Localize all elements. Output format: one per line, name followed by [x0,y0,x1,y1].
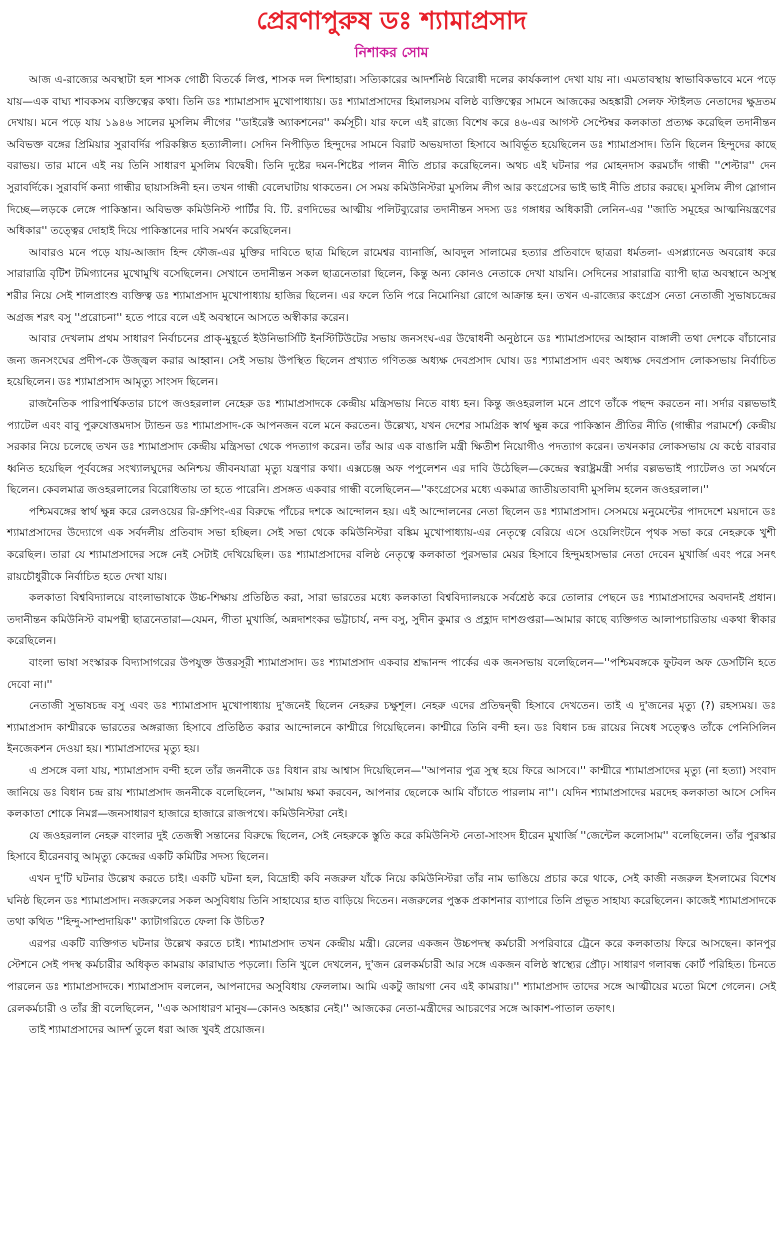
article-title: প্রেরণাপুরুষ ডঃ শ্যামাপ্রসাদ [256,6,527,35]
paragraph-5: পশ্চিমবঙ্গের স্বার্থ ক্ষুন্ন করে রেলওয়ের রি-গ্রুপিং-এর বিরুদ্ধে পাঁচের দশকে আন্দোলন হয়। এই আন্দোলনের নেতা ছিলেন ডঃ শ্যামাপ্রসাদ। সেসময়ে মনুমেন্টের পাদদেশে ময়দানে ডঃ শ্যামাপ্রসাদের উদ্যোগে এক সর্বদলীয় প্রতিবাদ সভা হচ্ছিল। সেই সভা থেকে কমিউনিস্টরা বঙ্কিম মুখোপাধ্যায়-এর নেতৃত্বে বেরিয়ে এসে ওয়েলিংটনে পৃথক সভা করে নেহরুকে খুশী করেছিল। তারা যে শ্যামাপ্রসাদের সঙ্গে নেই সেটাই দেখিয়েছিল। ডঃ শ্যামাপ্রসাদের বলিষ্ঠ নেতৃত্বে কলকাতা পুরসভার মেয়র হিসাবে হিন্দুমহাসভার নেতা দেবেন মুখার্জি এবং পরে সনৎ রায়চৌধুরীকে নির্বাচিত হতে দেখা যায়। [7,505,776,583]
paragraph-11: এখন দু'টি ঘটনার উল্লেখ করতে চাই। একটি ঘটনা হল, বিদ্রোহী কবি নজরুল যাঁকে নিয়ে কমিউনিস্টরা তাঁর নাম ভাঙিয়ে প্রচার করে থাকে, সেই কাজী নজরুল ইসলামের বিশেষ ঘনিষ্ঠ ছিলেন ডঃ শ্যামাপ্রসাদ। নজরুলের সকল অসুবিধায় তিনি সাহায্যের হাত বাড়িয়ে দিতেন। নজরুলের পুস্তক প্রকাশনার ব্যাপারে তিনি প্রভূত সাহায্য করেছিলেন। কাজেই শ্যামাপ্রসাদকে তথা কথিত ''হিন্দু-সাম্প্রদায়িক'' ক্যাটাগরিতে ফেলা কি উচিত? [7,872,776,929]
paragraph-7: বাংলা ভাষা সংস্কারক বিদ্যাসাগরের উপযুক্ত উত্তরসূরী শ্যামাপ্রসাদ। ডঃ শ্যামাপ্রসাদ একবার শ্রদ্ধানন্দ পার্কের এক জনসভায় বলেছিলেন—''পশ্চিমবঙ্গকে ফুটবল অফ ডেসটিনি হতে দেবো না।'' [7,657,776,691]
paragraph-9: এ প্রসঙ্গে বলা যায়, শ্যামাপ্রসাদ বন্দী হলে তাঁর জননীকে ডঃ বিধান রায় আশ্বাস দিয়েছিলেন—''আপনার পুত্র সুস্থ হয়ে ফিরে আসবে।'' কাশ্মীরে শ্যামাপ্রসাদের মৃত্যু (না হত্যা) সংবাদ জানিয়ে ডঃ বিধান চন্দ্র রায় শ্যামাপ্রসাদ জননীকে বলেছিলেন, ''আমায় ক্ষমা করবেন, আপনার ছেলেকে আমি বাঁচাতে পারলাম না''। যেদিন শ্যামাপ্রসাদের মরদেহ কলকাতা আসে সেদিন কলকাতা শোকে নিমগ্ন—জনসাধারণ হাজারে হাজারে রাজপথে। কমিউনিস্টরা নেই। [7,765,776,821]
paragraph-12: এরপর একটি ব্যক্তিগত ঘটনার উল্লেখ করতে চাই। শ্যামাপ্রসাদ তখন কেন্দ্রীয় মন্ত্রী। রেলের একজন উচ্চপদস্থ কর্মচারী সপরিবারে ট্রেনে করে কলকাতায় ফিরে আসছেন। কানপুর স্টেশনে সেই পদস্থ কর্মচারীর অধিকৃত কামরায় কারাঘাত পড়লো। তিনি খুলে দেখলেন, দু'জন রেলকর্মচারী আর সঙ্গে একজন বলিষ্ঠ স্বাস্থ্যের প্রৌঢ়। সাধারণ গলাবন্ধ কোর্ট পরিহিত। চিনতে পারলেন ডঃ শ্যামাপ্রসাদকে। শ্যামাপ্রসাদ বললেন, আপনাদের অসুবিধায় ফেললাম। আমি একটু জায়গা নেব এই কামরায়।'' শ্যামাপ্রসাদ তাদের সঙ্গে আত্মীয়ের মতো মিশে গেলেন। সেই রেলকর্মচারী ও তাঁর স্ত্রী বলেছিলেন, ''এক অসাধারণ মানুষ—কোনও অহঙ্কার নেই।'' আজকের নেতা-মন্ত্রীদের আচরণের সঙ্গে আকাশ-পাতাল তফাৎ। [7,937,776,1015]
paragraph-13: তাই শ্যামাপ্রসাদের আদর্শ তুলে ধরা আজ খুবই প্রয়োজন। [29,1024,265,1037]
paragraph-1: আজ এ-রাজ্যের অবস্থাটা হল শাসক গোষ্ঠী বিতর্কে লিপ্ত, শাসক দল দিশাহারা। সত্যিকারের আদর্শনিষ্ঠ বিরোধী দলের কার্যকলাপ দেখা যায় না। এমতাবস্থায় স্বাভাবিকভাবে মনে পড়ে যায়—এক বাঘ্য শাবকসম ব্যক্তিত্বের কথা। তিনি ডঃ শ্যামাপ্রসাদ মুখোপাধ্যায়। ডঃ শ্যামাপ্রসাদের হিমালয়সম বলিষ্ঠ ব্যক্তিত্বের সামনে আজকের অহঙ্কারী সেলফ স্টাইলড নেতাদের ক্ষুদ্রতম দেখায়। মনে পড়ে যায় ১৯৪৬ সালের মুসলিম লীগের ''ডাইরেক্ট অ্যাকশনের'' কর্মসূচী। যার ফলে এই রাজ্যে বিশেষ করে ৪৬-এর আগস্ট সেপ্টেম্বর কলকাতা প্রত্যক্ষ করেছিল তদানীন্তন অবিভক্ত বঙ্গের প্রিমিয়ার সুরাবর্দির পরিকল্পিত হত্যালীলা। সেদিন নিপীড়িত হিন্দুদের সামনে বিরাট অভয়দাতা হিসাবে আবির্ভূত হয়েছিলেন ডঃ শ্যামাপ্রসাদ। তিনি ছিলেন হিন্দুদের কাছে বরাভয়। তার মানে এই নয় তিনি সাধারণ মুসলিম বিদ্বেষী। তিনি দুষ্টের দমন-শিষ্টের পালন নীতি প্রচার করেছিলেন। অথচ এই ঘটনার পর মোহনদাস করমচাঁদ গান্ধী ''শেল্টার'' দেন সুরাবর্দিকে। সুরাবর্দি কন্যা গান্ধীর ছায়াসঙ্গিনী হন। তখন গান্ধী বেলেঘাটায় থাকতেন। সে সময় কমিউনিস্টরা মুসলিম লীগ আর কংগ্রেসের ভাই ভাই নীতি প্রচার করছে। মুসলিম লীগ স্লোগান দিচ্ছে—লড়কে লেঙ্গে পাকিস্তান। অবিভক্ত কমিউনিস্ট পার্টির বি. টি. রণদিভের আত্মীয় পলিটব্যুরোর তদানীন্তন সদস্য ডঃ গঙ্গাধর অধিকারী লেনিন-এর ''জাতি সমূহের আত্মনিয়ন্ত্রণের অধিকার'' তত্ত্বের দোহাই দিয়ে পাকিস্তানের দাবি সমর্থন করেছিলেন। [7,74,776,238]
paragraph-3: আবার দেখলাম প্রথম সাধারণ নির্বাচনের প্রাক্-মুহূর্তে ইউনিভার্সিটি ইনস্টিটিউটের সভায় জনসংঘ-এর উদ্বোধনী অনুষ্ঠানে ডঃ শ্যামাপ্রসাদের আহ্বান বাঙ্গালী তথা দেশকে বাঁচানোর জন্য জনসংঘের প্রদীপ-কে উজ্জ্বল করার আহ্বান। সেই সভায় উপস্থিত ছিলেন প্রখ্যাত গণিতজ্ঞ অধ্যক্ষ দেবপ্রসাদ ঘোষ। ডঃ শ্যামাপ্রসাদ এবং অধ্যক্ষ দেবপ্রসাদ লোকসভায় নির্বাচিত হয়েছিলেন। ডঃ শ্যামাপ্রসাদ আমৃত্যু সাংসদ ছিলেন। [7,333,776,389]
paragraph-4: রাজনৈতিক পারিপার্শ্বিকতার চাপে জওহরলাল নেহেরু ডঃ শ্যামাপ্রসাদকে কেন্দ্রীয় মন্ত্রিসভায় নিতে বাধ্য হন। কিন্তু জওহরলাল মনে প্রাণে তাঁকে পছন্দ করতেন না। সর্দার বল্লভভাই প্যাটেল এবং বাবু পুরুষোত্তমদাস ট্যান্ডন ডঃ শ্যামাপ্রসাদ-কে আপনজন বলে মনে করতেন। উল্লেখ্য, যখন দেশের সামগ্রিক স্বার্থ ক্ষুন্ন করে পাকিস্তান প্রীতির নীতি (গান্ধীর পরামর্শে) কেন্দ্রীয় সরকার নিয়ে চলেছে তখন ডঃ শ্যামাপ্রসাদ কেন্দ্রীয় মন্ত্রিসভা থেকে পদত্যাগ করেন। তাঁর আর এক বাঙালি মন্ত্রী ক্ষিতীশ নিয়োগীও পদত্যাগ করেন। তখনকার লোকসভায় যে কণ্ঠে বারবার ধ্বনিত হয়েছিল পূর্ববঙ্গের সংখ্যালঘুদের অনিশ্চয় জীবনযাত্রা মৃত্যু যন্ত্রণার কথা। এক্সচেঞ্জ অফ পপুলেশন এর দাবি উঠেছিল—কেন্দ্রের স্বরাষ্ট্রমন্ত্রী সর্দার বল্লভভাই প্যাটেলও তা সমর্থনে ছিলেন। কেবলমাত্র জওহরলালের বিরোধিতায় তা হতে পারেনি। প্রসঙ্গত একবার গান্ধী বলেছিলেন—''কংগ্রেসের মধ্যে একমাত্র জাতীয়তাবাদী মুসলিম হলেন জওহরলাল।'' [7,397,776,497]
article-author: নিশাকর সোম [354,45,429,61]
paragraph-10: যে জওহরলাল নেহরু বাংলার দুই তেজস্বী সন্তানের বিরুদ্ধে ছিলেন, সেই নেহরুকে স্তুতি করে কমিউনিস্ট নেতা-সাংসদ হীরেন মুখার্জি ''জেন্টেল কলোসাম'' বলেছিলেন। তাঁর পুরস্কার হিসাবে হীরেনবাবু আমৃত্যু কেন্দ্রের একটি কমিটির সদস্য ছিলেন। [7,829,776,864]
paragraph-2: আবারও মনে পড়ে যায়-আজাদ হিন্দ ফৌজ-এর মুক্তির দাবিতে ছাত্র মিছিলে রামেশ্বর ব্যানার্জি, আবদুল সালামের হত্যার প্রতিবাদে ছাত্ররা ধর্মতলা- এসপ্ল্যানেড অবরোধ করে সারারাত্রি বৃটিশ টমিগ্যানের মুখোমুখি বসেছিলেন। সেখানে তদানীন্তন সকল ছাত্রনেতারা ছিলেন, কিন্তু অন্য কোনও নেতাকে দেখা যায়নি। সেদিনের সারারাত্রি ব্যাপী ছাত্র অবস্থানে অসুস্থ শরীর নিয়ে সেই শালপ্রাংশু ব্যক্তিত্ব ডঃ শ্যামাপ্রসাদ মুখোপাধ্যায় হাজির ছিলেন। এর ফলে তিনি পরে নিমোনিয়া রোগে আক্রান্ত হন। তখন এ-রাজ্যের কংগ্রেস নেতা নেতাজী সুভাষচন্দ্রের অগ্রজ শরৎ বসু ''প্ররোচনা'' হতে পারে বলে এই অবস্থানে আসতে অস্বীকার করেন। [7,246,776,324]
paragraph-6: কলকাতা বিশ্ববিদ্যালয়ে বাংলাভাষাকে উচ্চ-শিক্ষায় প্রতিষ্ঠিত করা, সারা ভারতের মধ্যে কলকাতা বিশ্ববিদ্যালয়কে সর্বশ্রেষ্ঠ করে তোলার পেছনে ডঃ শ্যামাপ্রসাদের অবদানই প্রধান। তদানীন্তন কমিউনিস্ট বামপন্থী ছাত্রনেতারা—যেমন, গীতা মুখার্জি, অন্নদাশংকর ভট্টাচার্য, নন্দ বসু, সুদীন কুমার ও প্রহ্লাদ দাশগুপ্তরা—আমার কাছে ব্যক্তিগত আলাপচারিতায় একথা স্বীকার করেছিলেন। [7,592,776,648]
paragraph-8: নেতাজী সুভাষচন্দ্র বসু এবং ডঃ শ্যামাপ্রসাদ মুখোপাধ্যায় দু'জনেই ছিলেন নেহরুর চক্ষুশূল। নেহরু এদের প্রতিদ্বন্দ্বী হিসাবে দেখতেন। তাই এ দু'জনের মৃত্যু (?) রহস্যময়। ডঃ শ্যামাপ্রসাদ কাশ্মীরকে ভারতের অঙ্গরাজ্য হিসাবে প্রতিষ্ঠিত করার আন্দোলনে কাশ্মীরে গিয়েছিলেন। কাশ্মীরে তিনি বন্দী হন। ডঃ বিধান চন্দ্র রায়ের নিষেধ সত্ত্বেও তাঁকে পেনিসিলিন ইনজেকশন দেওয়া হয়। শ্যামাপ্রসাদের মৃত্যু হয়। [7,700,776,756]
article-body [7,70,776,1042]
article [7,0,776,1042]
